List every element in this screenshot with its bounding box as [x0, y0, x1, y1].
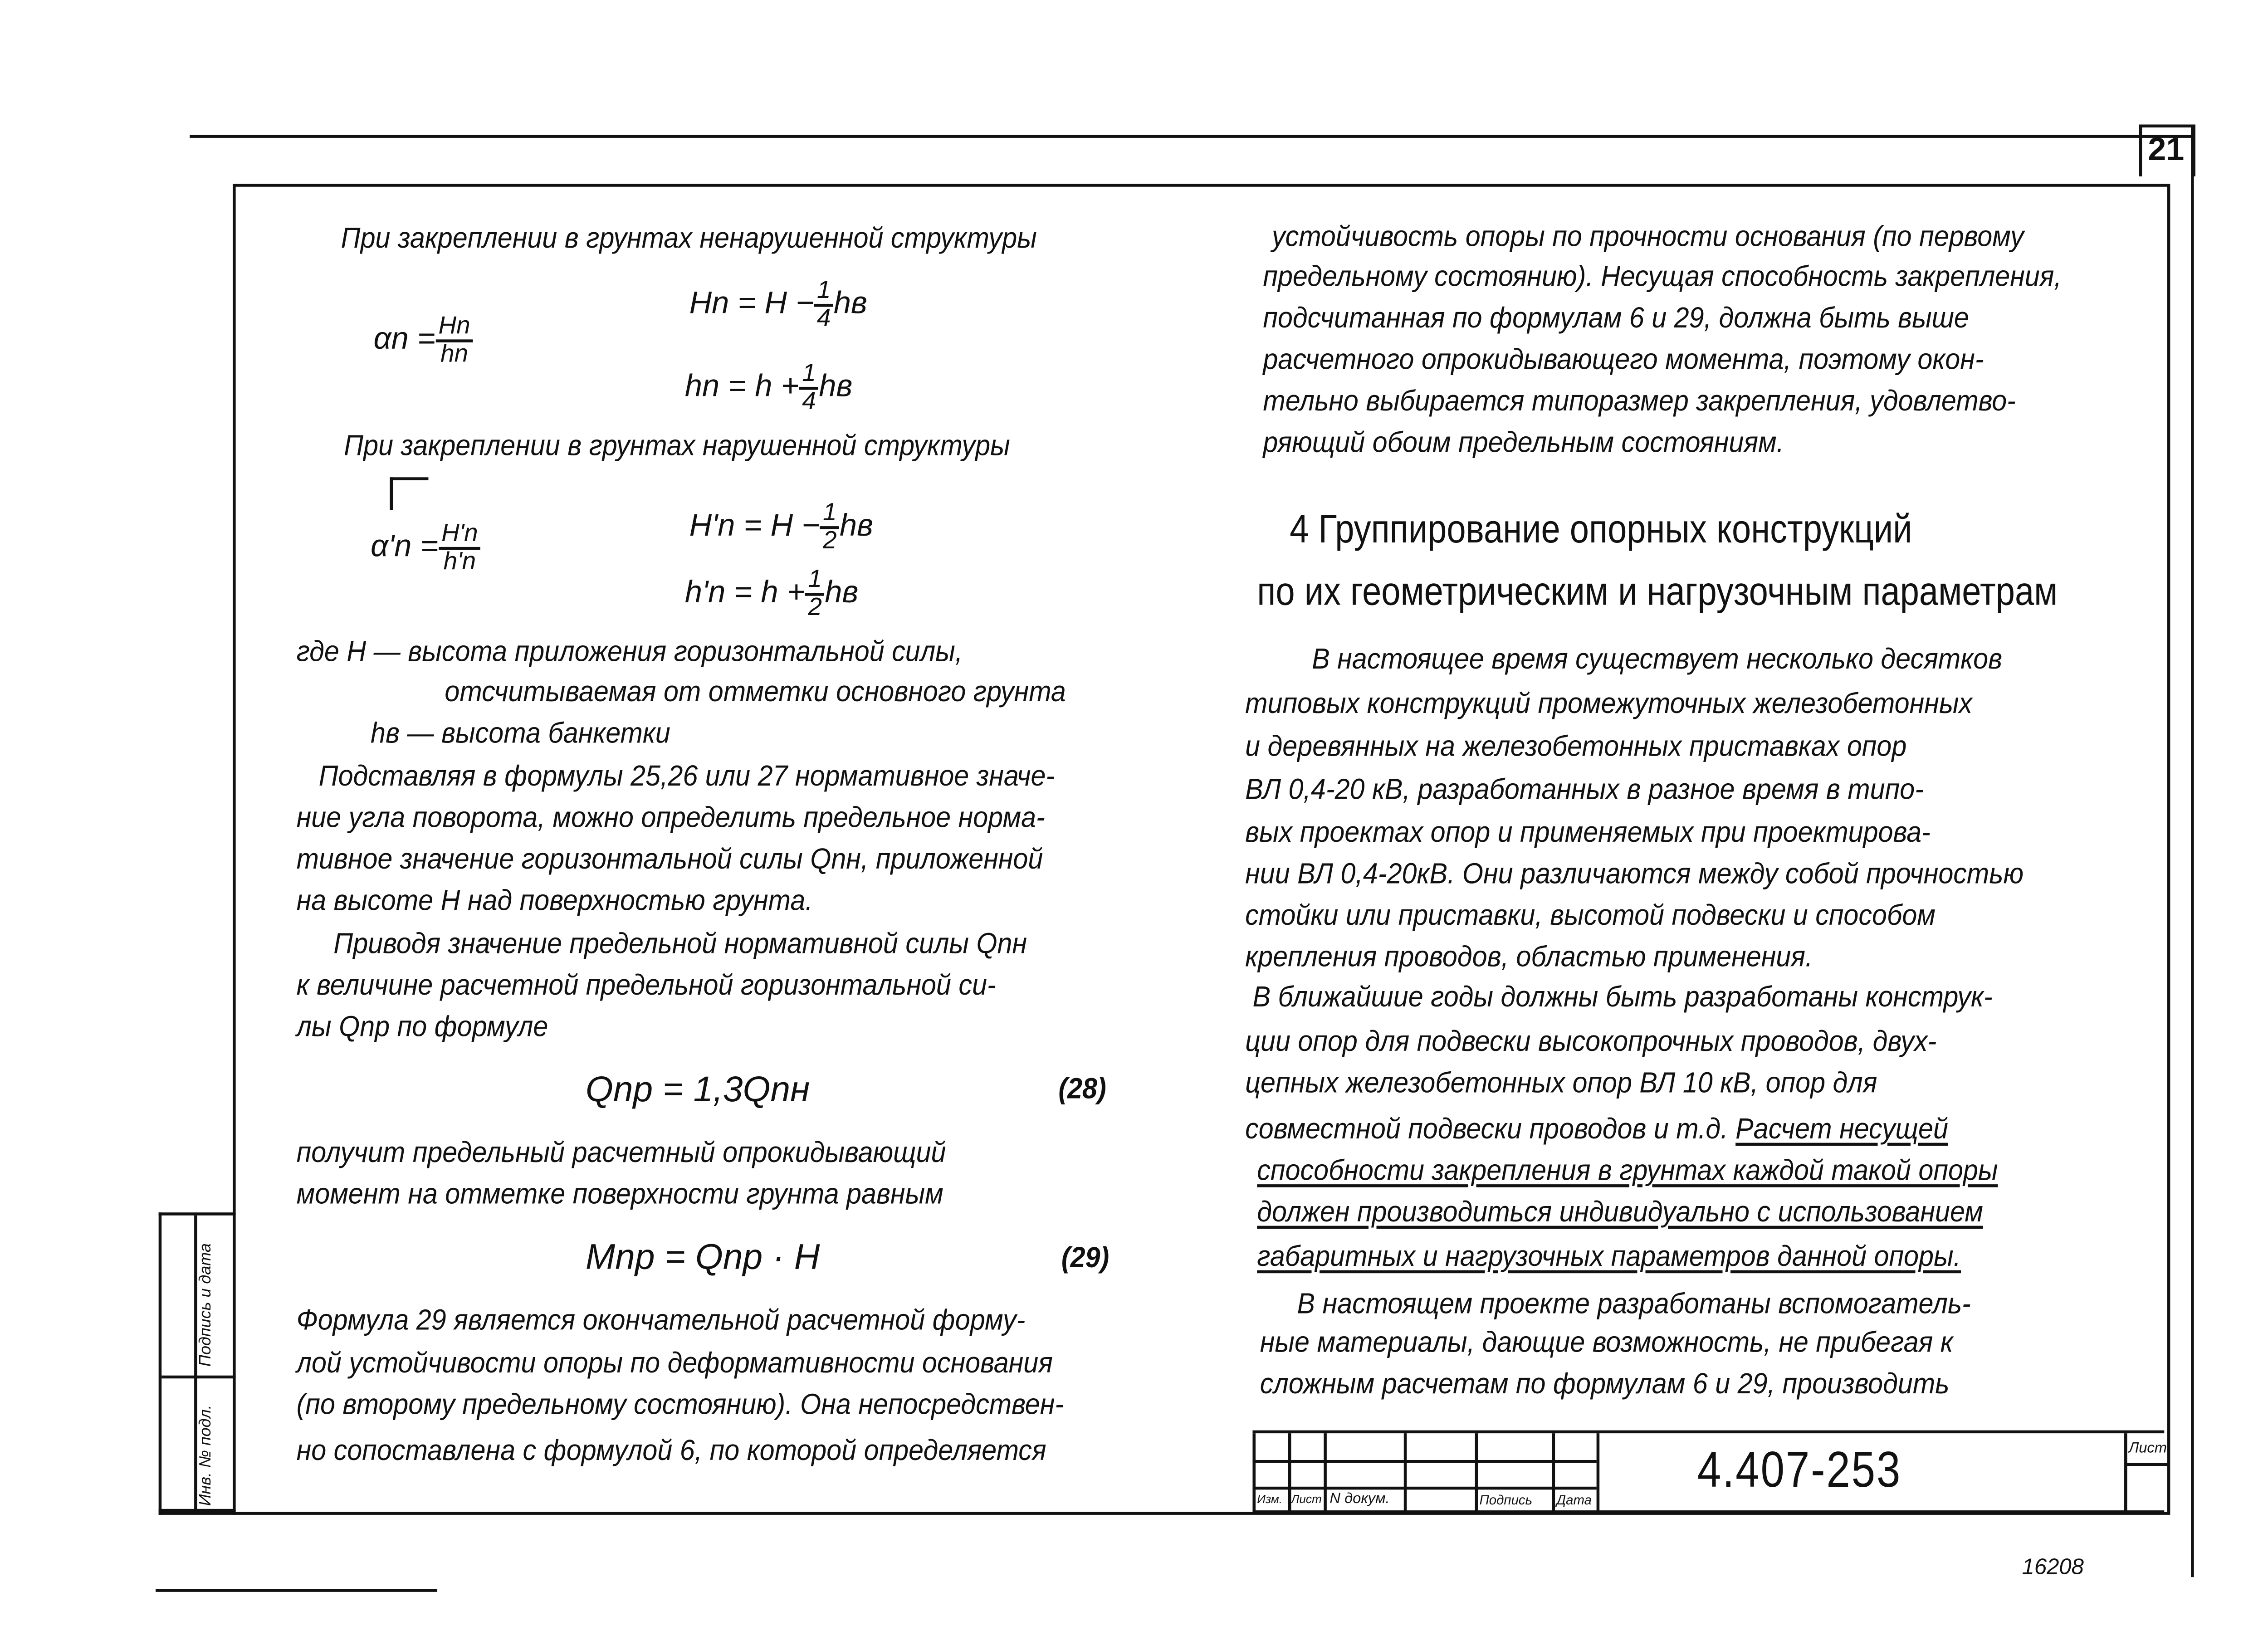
sheet-cell-divider	[2127, 1463, 2167, 1466]
text-line: и деревянных на железобетонных приставках опор	[1245, 731, 1907, 764]
text-line: лой устойчивости опоры по деформативности основания	[296, 1347, 1053, 1380]
sheet-cell	[2124, 1433, 2167, 1512]
header-sheet: Лист	[1291, 1492, 1322, 1506]
archive-number: 16208	[2022, 1555, 2084, 1580]
text-line: ние угла поворота, можно определить предельное норма-	[296, 801, 1045, 835]
text-line: нии ВЛ 0,4-20кВ. Они различаются между собой прочностью	[1245, 858, 2024, 891]
underlined-line: должен производиться индивидуально с использованием	[1257, 1196, 1983, 1229]
text-line: устойчивость опоры по прочности основания (по первому	[1271, 220, 2024, 254]
formula-hn: hn = h + $\frac{1}{4}$ hв	[684, 358, 853, 415]
text-line: сложным расчетам по формулам 6 и 29, производить	[1260, 1368, 1950, 1401]
text-line: подсчитанная по формулам 6 и 29, должна быть выше	[1263, 302, 1969, 335]
section-heading-line2: по их геометрическим и нагрузочным параметрам	[1257, 569, 2058, 614]
text-line: лы Qnр по формуле	[296, 1011, 548, 1044]
title-block-grid	[1252, 1433, 1599, 1512]
stamp-divider-horizontal	[161, 1376, 235, 1379]
text-line: предельному состоянию). Несущая способность закрепления,	[1263, 261, 2062, 294]
formula-29-number: (29)	[1061, 1242, 1110, 1275]
text-line: ции опор для подвески высокопрочных проводов, двух-	[1245, 1025, 1937, 1059]
text-line: В настоящем проекте разработаны вспомогатель-	[1297, 1288, 1971, 1321]
sheet-label: Лист	[2128, 1440, 2167, 1457]
formula-28: Qnр = 1,3Qnн	[585, 1070, 810, 1110]
text-line: Формула 29 является окончательной расчетной форму-	[296, 1304, 1026, 1337]
formula-Hn: Hn = H − $\frac{1}{4}$ hв	[689, 275, 867, 332]
text-line: момент на отметке поверхности грунта равным	[296, 1178, 943, 1211]
header-doc-number: N докум.	[1330, 1491, 1390, 1508]
text-line: отсчитываемая от отметки основного грунта	[445, 676, 1066, 709]
text-line-mixed	[1245, 1113, 1948, 1146]
text-line: тивное значение горизонтальной силы Qnн, приложенной	[296, 843, 1043, 876]
header-signature: Подпись	[1479, 1492, 1533, 1508]
text-line: типовых конструкций промежуточных железобетонных	[1245, 688, 1973, 721]
bottom-outer-rule	[156, 1589, 437, 1592]
text-line: В ближайшие годы должны быть разработаны конструк-	[1252, 981, 1993, 1014]
header-change: Изм.	[1257, 1492, 1283, 1506]
case2-title: При закреплении в грунтах нарушенной структуры	[344, 430, 1010, 463]
text-line: ряющий обоим предельным состояниям.	[1263, 427, 1784, 460]
text-line: к величине расчетной предельной горизонтальной си-	[296, 969, 996, 1002]
text-line: (по второму предельному состоянию). Она непосредствен-	[296, 1389, 1064, 1422]
stamp-inventory: Инв. № подл.	[197, 1405, 215, 1506]
text-line: цепных железобетонных опор ВЛ 10 кВ, опор для	[1245, 1067, 1877, 1100]
right-outer-rule	[2191, 125, 2194, 1577]
header-date: Дата	[1556, 1492, 1592, 1508]
text-line: крепления проводов, областью применения.	[1245, 941, 1813, 974]
text-underlined: Расчет несущей	[1735, 1113, 1948, 1146]
text-line: на высоте H над поверхностью грунта.	[296, 884, 813, 918]
bracket-mark-vertical	[390, 477, 393, 510]
text-line: ные материалы, дающие возможность, не прибегая к	[1260, 1326, 1953, 1359]
underlined-line: способности закрепления в грунтах каждой такой опоры	[1257, 1154, 1998, 1187]
text-line: Подставляя в формулы 25,26 или 27 нормативное значе-	[318, 760, 1055, 793]
text-line: тельно выбирается типоразмер закрепления, удовлетво-	[1263, 385, 2016, 418]
text-line: где H — высота приложения горизонтальной силы,	[296, 635, 963, 669]
bracket-mark	[390, 477, 428, 480]
title-block	[1252, 1431, 2167, 1512]
formula-29: Mnр = Qnр · H	[585, 1237, 820, 1278]
text-line: ВЛ 0,4-20 кВ, разработанных в разное время в типо-	[1245, 773, 1924, 806]
text-line: но сопоставлена с формулой 6, по которой определяется	[296, 1435, 1046, 1468]
section-heading-line1: 4 Группирование опорных конструкций	[1290, 507, 1912, 552]
grid-row	[1256, 1487, 1597, 1490]
formula-hn-prime: h'n = h + $\frac{1}{2}$ hв	[684, 565, 859, 621]
grid-row	[1256, 1460, 1597, 1463]
page-number: 21	[2148, 130, 2185, 168]
formula-alpha-n: αn = $\frac{Hn}{hn}$	[374, 314, 474, 367]
text-line: вых проектах опор и применяемых при проектирова-	[1245, 816, 1931, 850]
text-line: стойки или приставки, высотой подвески и способом	[1245, 899, 1936, 933]
text-line: Приводя значение предельной нормативной силы Qnн	[333, 928, 1027, 961]
text-line: расчетного опрокидывающего момента, поэтому окон-	[1263, 344, 1984, 377]
top-rule	[190, 135, 2194, 138]
stamp-signature-date: Подпись и дата	[197, 1243, 215, 1367]
side-stamp	[159, 1212, 236, 1515]
text-line: получит предельный расчетный опрокидывающий	[296, 1137, 946, 1170]
text-line: В настоящее время существует несколько десятков	[1312, 643, 2003, 676]
text-line: hв — высота банкетки	[371, 717, 670, 750]
case1-title: При закреплении в грунтах ненарушенной структуры	[341, 222, 1037, 255]
document-designation: 4.407-253	[1697, 1442, 1902, 1499]
page-number-box	[2139, 125, 2195, 176]
underlined-line: габаритных и нагрузочных параметров данной опоры.	[1257, 1240, 1961, 1274]
formula-alpha-n-prime: α'n = $\frac{H'n}{h'n}$	[371, 522, 481, 574]
formula-28-number: (28)	[1058, 1073, 1106, 1106]
text-plain: совместной подвески проводов и т.д.	[1245, 1113, 1736, 1146]
formula-Hn-prime: H'n = H − $\frac{1}{2}$ hв	[689, 498, 874, 554]
title-block-bottom	[1252, 1510, 2164, 1514]
